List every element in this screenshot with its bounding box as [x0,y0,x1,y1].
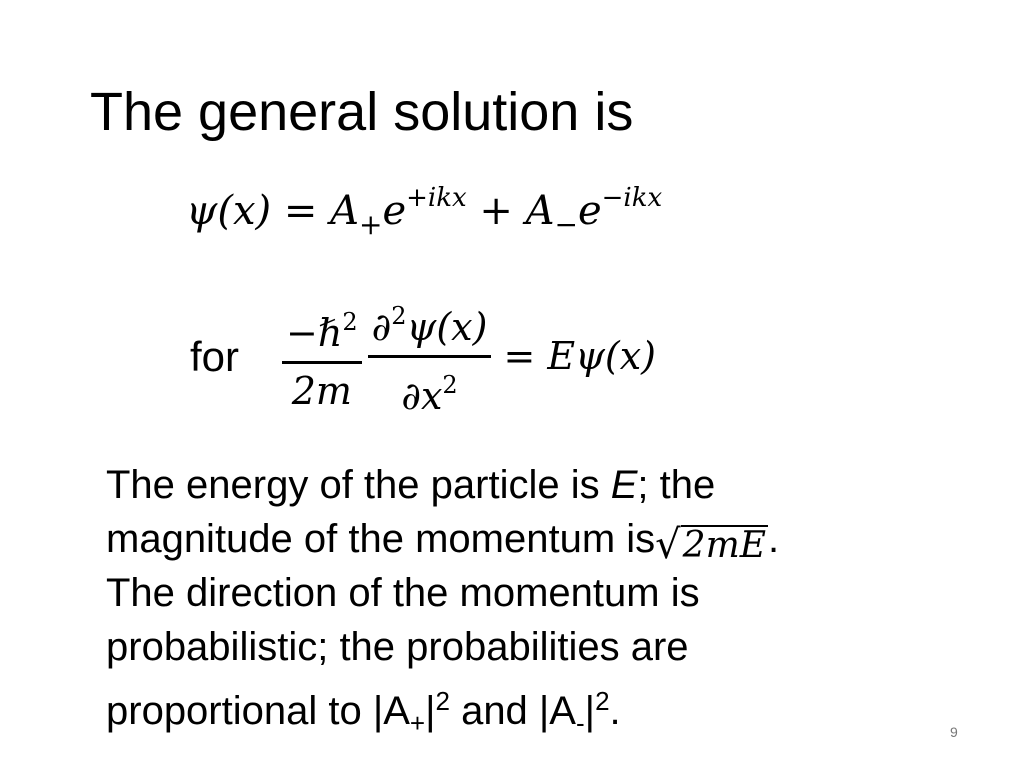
fraction-constant-numerator [282,298,362,364]
energy-symbol: E [610,463,638,507]
line5-text-a: proportional to |A [106,689,410,733]
sqrt-radicand: 2mE [682,525,766,566]
fraction-derivative-numerator [368,292,492,358]
for-label: for [190,333,240,380]
line1-text-b: ; the [637,463,716,507]
fraction-derivative-denominator [401,358,457,419]
body-paragraph [106,458,986,750]
partial-symbol: ∂ [371,305,392,349]
x-exponent: 2 [442,371,458,399]
paragraph-line-3: The direction of the momentum is [106,571,700,615]
line2-text-b: . [768,517,780,561]
hbar-exponent: 2 [342,307,358,336]
line5-sup1: 2 [435,686,450,716]
schrodinger-equation [282,292,656,419]
eq1-sup1: +ikx [406,183,467,213]
line5-sup2: 2 [595,686,610,716]
radical-sign: √ [655,522,681,568]
eq1-sub-minus: − [554,208,578,241]
line2-text-a: magnitude of the momentum is [106,517,656,561]
fraction-constant-denominator: 2m [291,368,352,413]
eq1-e2: e [577,188,602,234]
fraction-constant [282,298,362,414]
paragraph-line-1 [106,458,986,512]
minus-sign: − [286,310,318,355]
eq1-plus: + A [466,188,555,234]
line5-sub-minus: - [576,708,585,738]
paragraph-line-2 [106,512,986,566]
sqrt-expression [655,522,768,568]
general-solution-equation [186,168,662,255]
paragraph-line-4: probabilistic; the probabilities are [106,625,689,669]
eq1-sup2: −ikx [601,183,663,213]
psi-of-x: ψ(x) [406,305,488,349]
eq1-psi: ψ(x) = A [186,188,359,234]
line5-text-c: and |A [449,689,576,733]
line5-sub-plus: + [409,708,426,738]
line5-text-e: . [609,689,621,733]
slide-title: The general solution is [90,82,634,142]
eq1-sub-plus: + [358,208,383,241]
partial-exponent: 2 [391,302,407,330]
hbar-symbol: ℏ [317,310,343,355]
equation-rhs: = Eψ(x) [503,333,656,378]
paragraph-line-5 [106,674,986,750]
page-number: 9 [950,724,958,740]
line1-text-a: The energy of the particle is [106,463,611,507]
line5-text-d: | [584,689,596,733]
eq1-e1: e [382,188,407,234]
line5-text-b: | [425,689,436,733]
partial-x: ∂x [401,374,443,418]
fraction-derivative [368,292,492,419]
